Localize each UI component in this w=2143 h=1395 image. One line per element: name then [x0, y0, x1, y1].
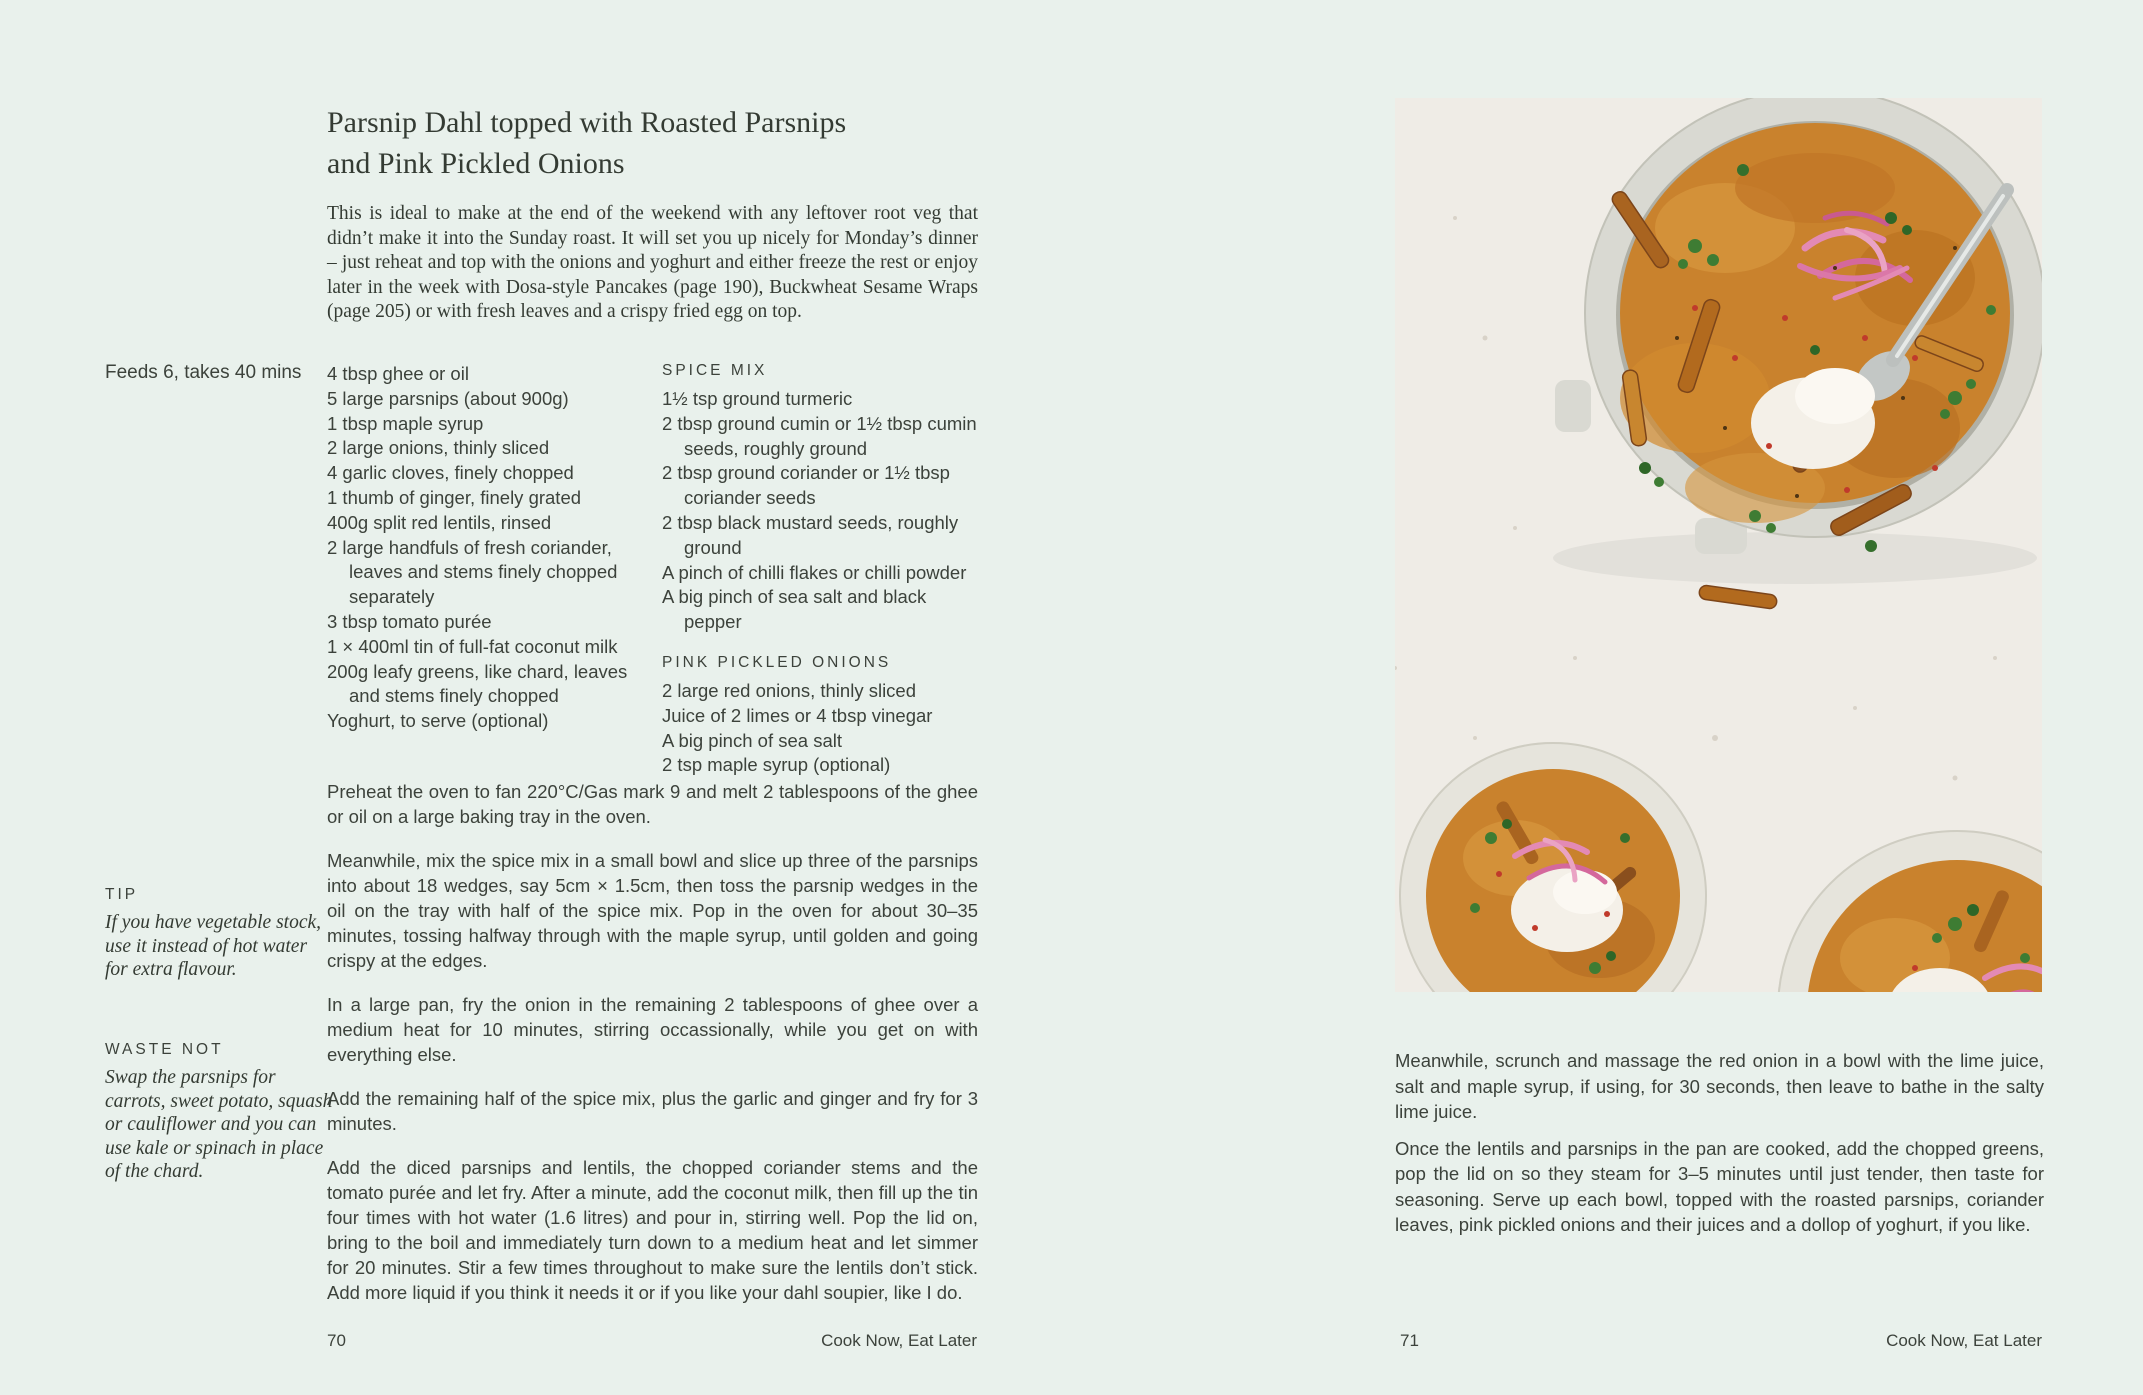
ingredient-item: 2 large red onions, thinly sliced: [662, 679, 917, 701]
right-page-footer: [1400, 1331, 2042, 1351]
spice-mix-list: [662, 387, 984, 635]
ingredient-item: 1 × 400ml tin of full-fat coconut milk: [327, 635, 618, 657]
ingredient-item: Juice of 2 limes or 4 tbsp vinegar: [662, 704, 933, 726]
tip-header: TIP: [105, 886, 139, 903]
waste-not-note: [105, 1041, 333, 1184]
waste-not-header: WASTE NOT: [105, 1041, 224, 1058]
ingredient-item: 2 large handfuls of fresh coriander, leaves and stems finely chopped separately: [327, 536, 618, 608]
ingredient-item: 200g leafy greens, like chard, leaves and stems finely chopped: [327, 660, 628, 707]
ingredients-column-main: [327, 362, 655, 734]
running-title: Cook Now, Eat Later: [1886, 1331, 2042, 1350]
ingredient-item: 400g split red lentils, rinsed: [327, 511, 552, 533]
method-steps-left: [327, 779, 978, 1324]
waste-not-text: Swap the parsnips for carrots, sweet potato, squash or cauliflower and you can use kale or spinach in place of the chard.: [105, 1067, 333, 1182]
method-paragraph: Add the remaining half of the spice mix, plus the garlic and ginger and fry for 3 minutes.: [327, 1088, 978, 1134]
feeds-serves-label: Feeds 6, takes 40 mins: [105, 362, 302, 383]
page-title: [327, 102, 1007, 184]
ingredient-item: 1½ tsp ground turmeric: [662, 388, 853, 409]
ingredients-column-sub: [662, 362, 984, 778]
ingredient-item: 2 large onions, thinly sliced: [327, 437, 550, 459]
ingredient-item: 4 tbsp ghee or oil: [327, 363, 469, 384]
ingredient-item: 3 tbsp tomato purée: [327, 610, 492, 632]
ingredients-main-list: [327, 362, 655, 734]
page-number: 70: [327, 1331, 346, 1350]
ingredient-item: 2 tsp maple syrup (optional): [662, 754, 891, 776]
ingredient-item: 2 tbsp ground coriander or 1½ tbsp coriander seeds: [662, 462, 950, 509]
spice-mix-header: SPICE MIX: [662, 362, 768, 379]
method-paragraph: Add the diced parsnips and lentils, the chopped coriander stems and the tomato purée and let fry. After a minute, add the coconut milk, then fill up the tin four times with hot water (1.6 litres) and pour in, stirring well. Pop the lid on, bring to the boil and immediately turn down to a medium heat and let simmer for 20 minutes. Stir a few times throughout to make sure the lentils don’t stick. Add more liquid if you think it needs it or if you like your dahl soupier, like I do.: [327, 1157, 978, 1303]
method-paragraph: Meanwhile, scrunch and massage the red onion in a bowl with the lime juice, salt and maple syrup, if using, for 30 seconds, then leave to bathe in the salty lime juice.: [1395, 1050, 2044, 1122]
dish-photo: [1395, 98, 2042, 992]
recipe-intro: This is ideal to make at the end of the weekend with any leftover root veg that didn’t make it into the Sunday roast. It will set you up nicely for Monday’s dinner – just reheat and top with the onions and yoghurt and either freeze the rest or enjoy later in the week with Dosa-style Pancakes (page 190), Buckwheat Sesame Wraps (page 205) or with fresh leaves and a crispy fried egg on top.: [327, 203, 978, 323]
recipe-title-line2: and Pink Pickled Onions: [327, 147, 625, 181]
ingredient-item: 1 thumb of ginger, finely grated: [327, 486, 582, 508]
ingredient-item: 4 garlic cloves, finely chopped: [327, 462, 574, 484]
pickled-onions-list: [662, 679, 984, 778]
method-paragraph: Once the lentils and parsnips in the pan are cooked, add the chopped greens, pop the lid on so they steam for 3–5 minutes until just tender, then taste for seasoning. Serve up each bowl, topped with the roasted parsnips, coriander leaves, pink pickled onions and their juices and a dollop of yoghurt, if you like.: [1395, 1137, 2044, 1235]
left-page-footer: [327, 1331, 977, 1351]
tip-text: If you have vegetable stock, use it instead of hot water for extra flavour.: [105, 912, 322, 980]
running-title: Cook Now, Eat Later: [821, 1331, 977, 1350]
tip-note: [105, 886, 333, 982]
ingredient-item: 2 tbsp black mustard seeds, roughly ground: [662, 511, 959, 558]
ingredient-item: 5 large parsnips (about 900g): [327, 387, 569, 409]
ingredient-item: A big pinch of sea salt: [662, 729, 842, 751]
ingredient-item: A big pinch of sea salt and black pepper: [662, 586, 927, 633]
ingredient-item: A pinch of chilli flakes or chilli powder: [662, 561, 967, 583]
method-paragraph: Preheat the oven to fan 220°C/Gas mark 9 and melt 2 tablespoons of the ghee or oil on a large baking tray in the oven.: [327, 781, 978, 827]
recipe-title-line1: Parsnip Dahl topped with Roasted Parsnips: [327, 106, 847, 140]
method-steps-right: [1395, 1048, 2044, 1249]
pickled-onions-header: PINK PICKLED ONIONS: [662, 653, 892, 671]
ingredient-item: 1 tbsp maple syrup: [327, 412, 484, 434]
method-paragraph: In a large pan, fry the onion in the remaining 2 tablespoons of ghee over a medium heat for 10 minutes, stirring occassionally, while you get on with everything else.: [327, 994, 978, 1065]
ingredient-item: 2 tbsp ground cumin or 1½ tbsp cumin seeds, roughly ground: [662, 412, 977, 459]
method-paragraph: Meanwhile, mix the spice mix in a small bowl and slice up three of the parsnips into about 18 wedges, say 5cm × 1.5cm, then toss the parsnip wedges in the oil on the tray with half of the spice mix. Pop in the oven for about 30–35 minutes, tossing halfway through with the maple syrup, until golden and going crispy at the edges.: [327, 850, 978, 971]
page-number: 71: [1400, 1331, 1419, 1350]
ingredient-item: Yoghurt, to serve (optional): [327, 710, 549, 732]
